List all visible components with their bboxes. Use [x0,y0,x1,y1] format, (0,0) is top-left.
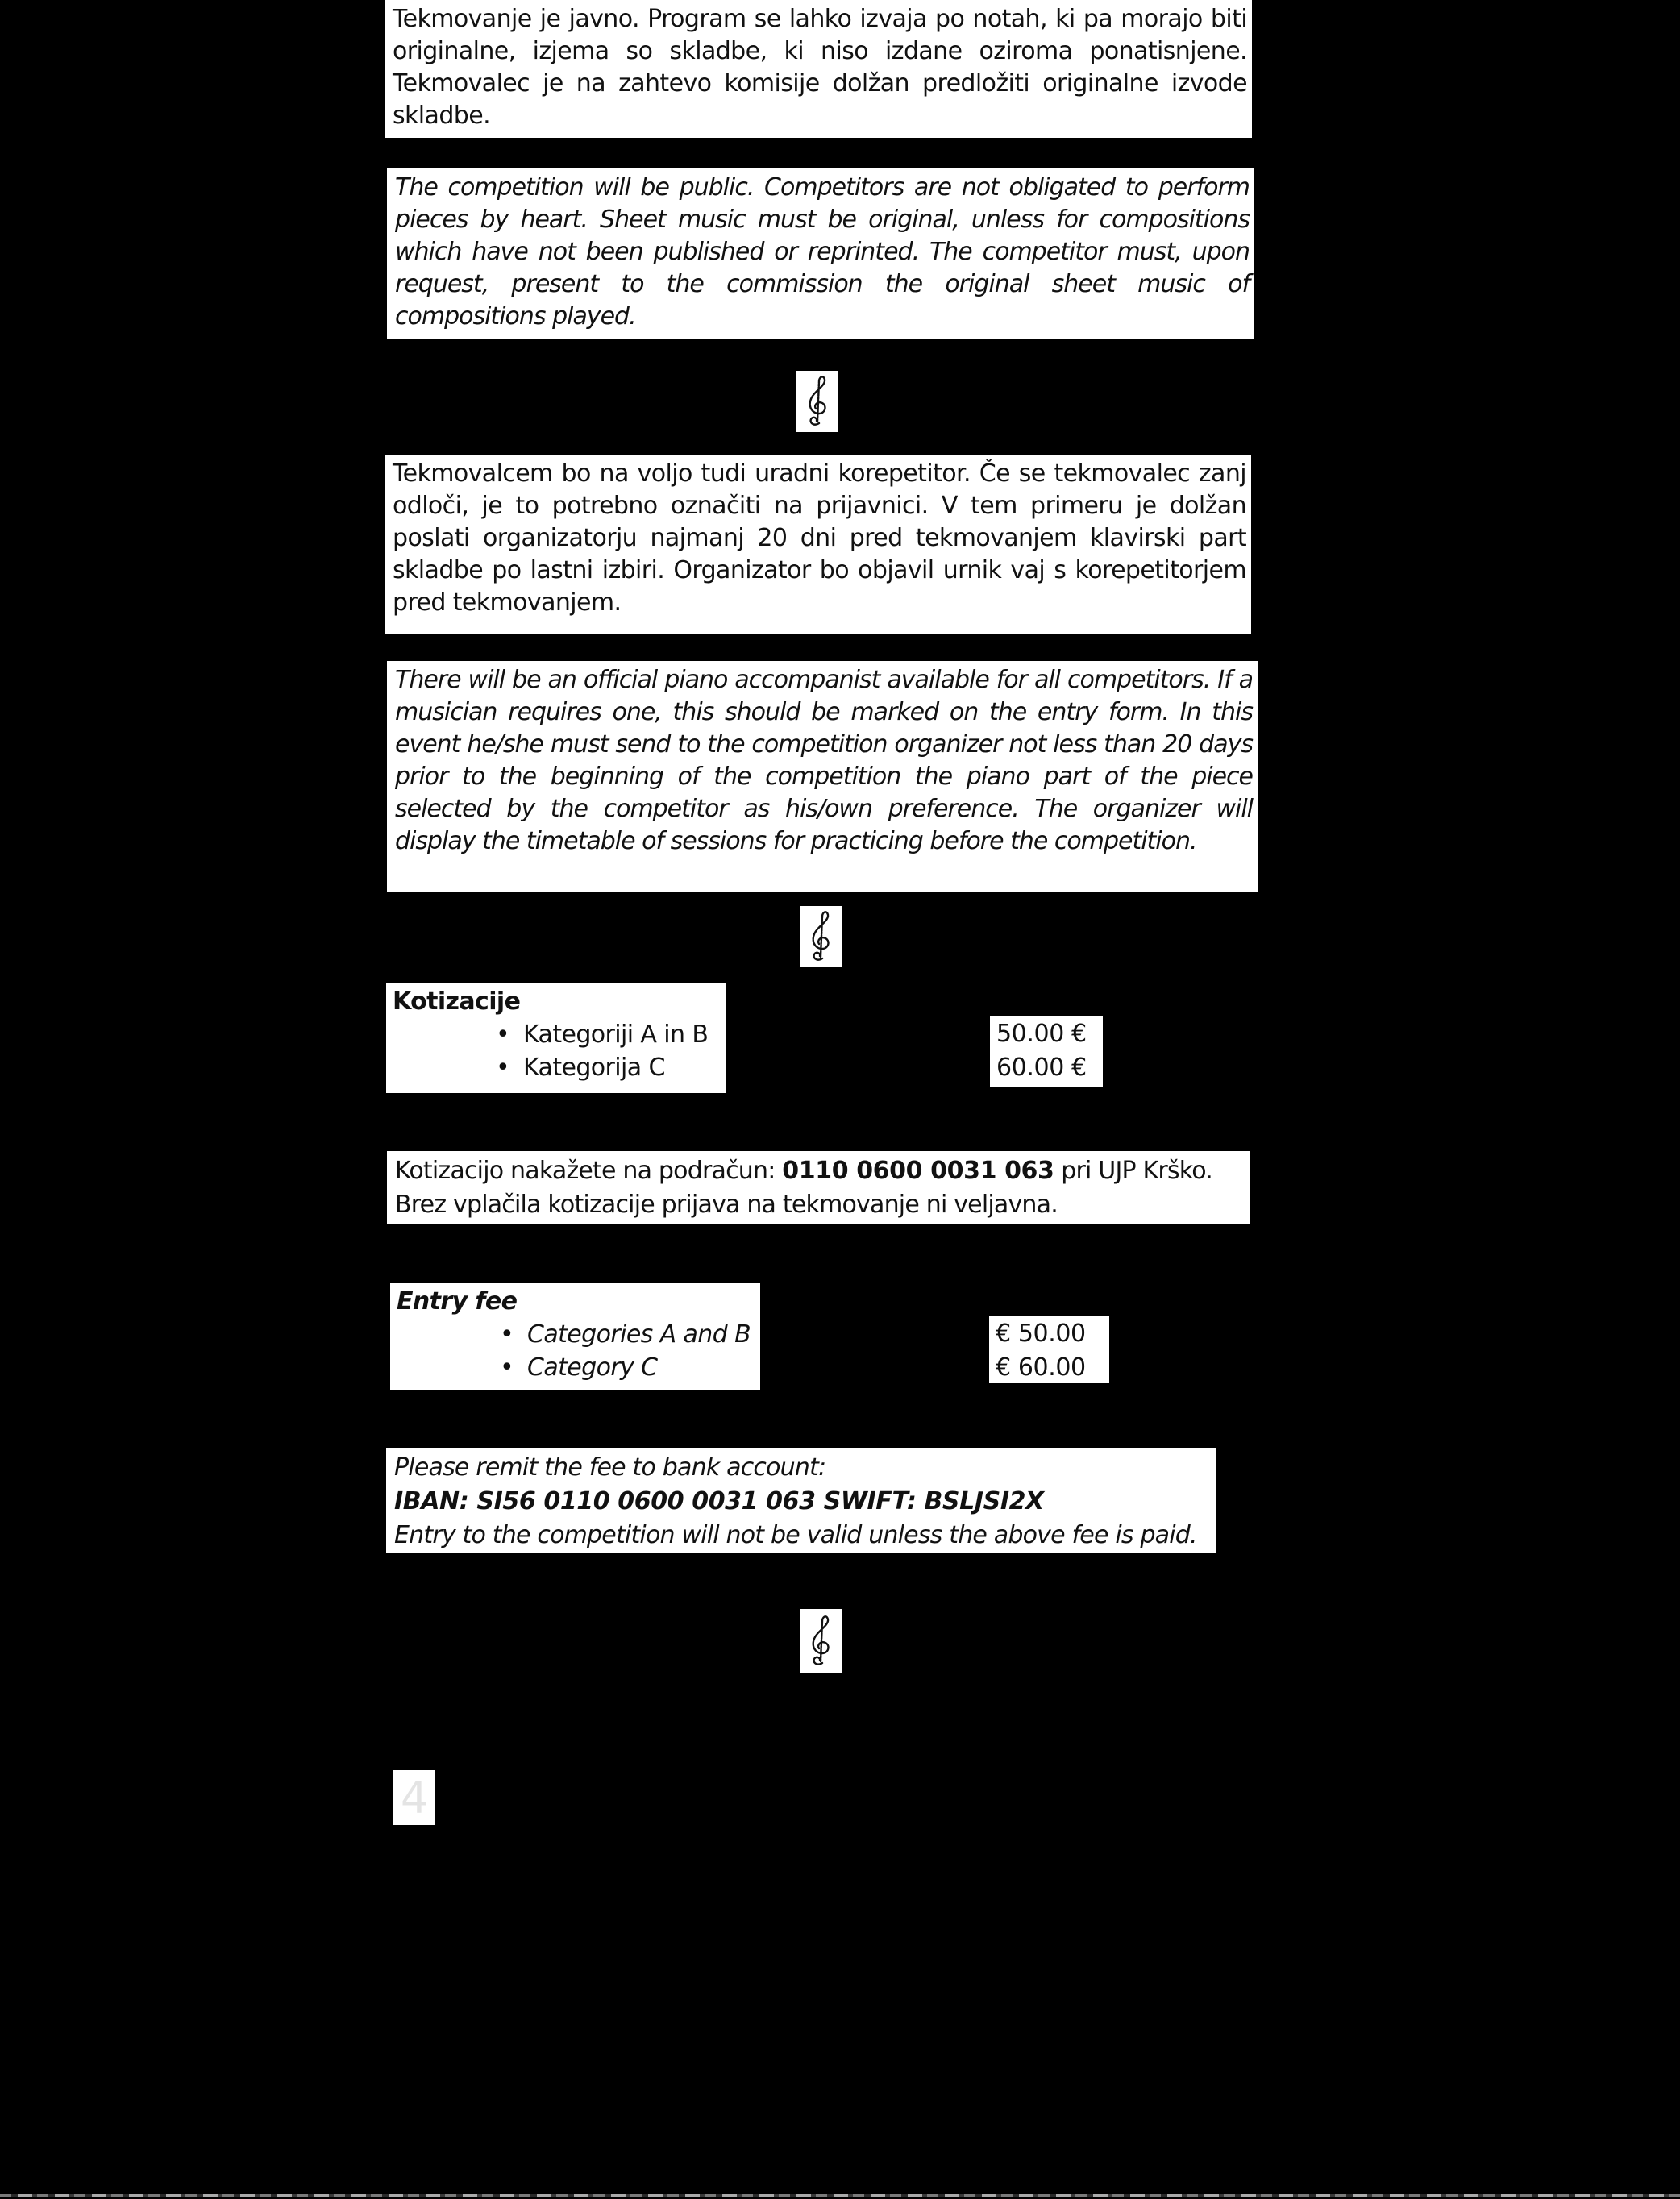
bank-line-1 [395,1154,1245,1188]
fees-title-sl: Kotizacije [393,987,521,1016]
fee-price: 50.00 € [996,1020,1087,1048]
bullet-icon: • [496,1054,510,1082]
fees-list-en [390,1283,760,1390]
fee-price: 60.00 € [996,1054,1087,1082]
bank-text: Kotizacijo nakažete na podračun: [395,1157,783,1185]
rules-paragraph-en: The competition will be public. Competitors are not obligated to perform pieces by heart. Sheet music must be original, unless for compositions which have not been published or reprinted. The competitor must, upon request, present to the commission the original sheet music of compositions played. [387,168,1254,339]
bank-info-sl [387,1151,1250,1224]
rules-paragraph-sl: Tekmovanje je javno. Program se lahko izvaja po notah, ki pa morajo biti originalne, izjema so skladbe, ki niso izdane oziroma ponatisnjene. Tekmovalec je na zahtevo komisije dolžan predložiti originalne izvode skladbe. [385,0,1252,138]
fee-label: Category C [527,1353,658,1382]
bank-line-2: Brez vplačila kotizacije prijava na tekmovanje ni veljavna. [395,1191,1058,1219]
fee-label: Kategorija C [523,1054,665,1082]
bank-account-number: 0110 0600 0031 063 [782,1157,1054,1185]
iban-swift: IBAN: SI56 0110 0600 0031 063 SWIFT: BSLJSI2X [394,1487,1044,1515]
treble-clef-icon [800,1609,842,1673]
scan-edge-line [0,2194,1680,2197]
bank-text: pri UJP Krško. [1054,1157,1213,1185]
bank-line-1: Please remit the fee to bank account: [394,1453,826,1482]
fee-item [496,1018,719,1051]
fees-prices-en [989,1316,1109,1383]
fees-prices-sl [990,1016,1103,1087]
fee-label: Kategoriji A in B [523,1021,709,1049]
fees-list-sl [386,983,726,1093]
fee-item [496,1051,719,1084]
treble-clef-icon [796,371,838,432]
bank-info-en [386,1448,1216,1553]
bank-line-3: Entry to the competition will not be valid unless the above fee is paid. [394,1521,1197,1549]
treble-clef-icon [800,906,842,967]
accompanist-paragraph-sl: Tekmovalcem bo na voljo tudi uradni korepetitor. Če se tekmovalec zanj odloči, je to potrebno označiti na prijavnici. V tem primeru je dolžan poslati organizatorju najmanj 20 dni pred tekmovanjem klavirski part skladbe po lastni izbiri. Organizator bo objavil urnik vaj s korepetitorjem pred tekmovanjem. [385,455,1251,634]
bullet-icon: • [500,1353,514,1382]
accompanist-paragraph-en: There will be an official piano accompanist available for all competitors. If a musician requires one, this should be marked on the entry form. In this event he/she must send to the competition organizer not less than 20 days prior to the beginning of the competition the piano part of the piece selected by the competitor as his/own preference. The organizer will display the timetable of sessions for practicing before the competition. [387,661,1258,892]
fee-item [500,1351,754,1384]
page-number: 4 [393,1770,435,1825]
fee-price: € 50.00 [996,1320,1086,1348]
fees-title-en: Entry fee [397,1287,518,1316]
fee-item [500,1318,754,1351]
bullet-icon: • [496,1021,510,1049]
fee-label: Categories A and B [527,1320,751,1349]
fee-price: € 60.00 [996,1353,1086,1382]
bullet-icon: • [500,1320,514,1349]
